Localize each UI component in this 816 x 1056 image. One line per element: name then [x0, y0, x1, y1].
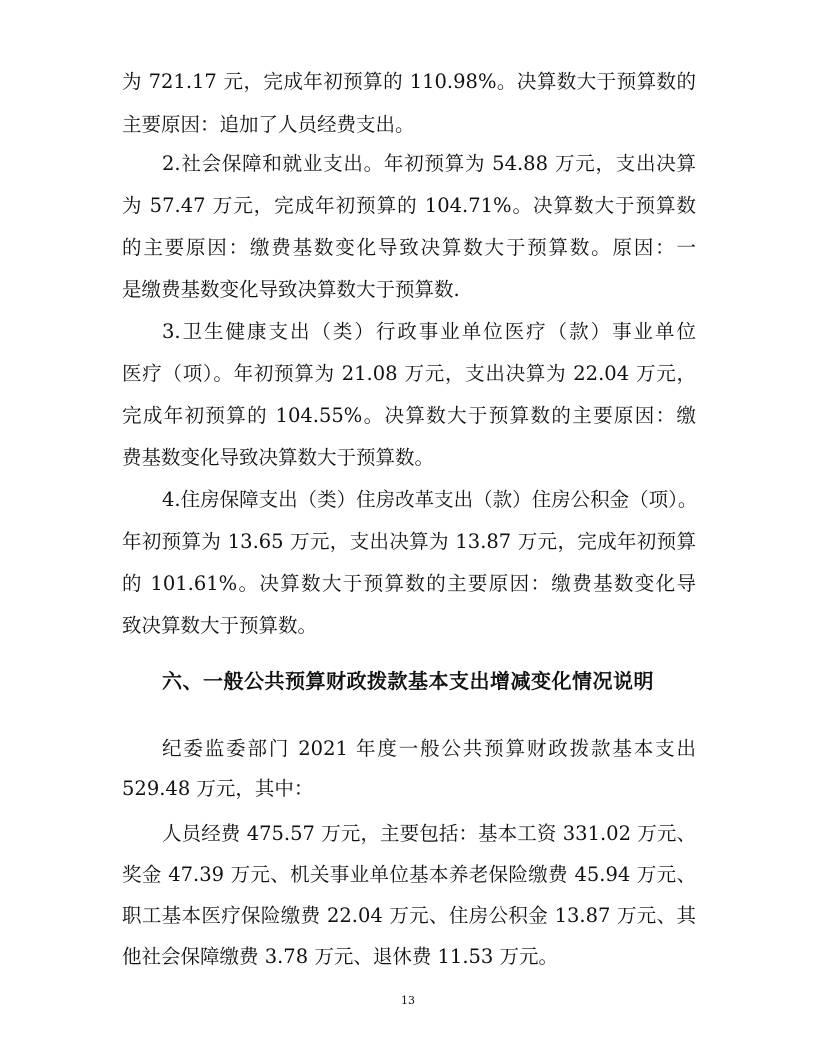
- text-line: 2.社会保障和就业支出。年初预算为 54.88 万元，支出决算: [162, 152, 696, 175]
- text-line: 主要原因：追加了人员经费支出。: [122, 113, 415, 136]
- page-number: 13: [401, 994, 415, 1007]
- text-line: 的 101.61%。决算数大于预算数的主要原因：缴费基数变化导: [122, 572, 696, 595]
- text-line: 职工基本医疗保险缴费 22.04 万元、住房公积金 13.87 万元、其: [122, 904, 696, 927]
- text-line: 奖金 47.39 万元、机关事业单位基本养老保险缴费 45.94 万元、: [122, 863, 696, 886]
- text-line: 纪委监委部门 2021 年度一般公共预算财政拨款基本支出: [162, 737, 696, 760]
- text-line: 他社会保障缴费 3.78 万元、退休费 11.53 万元。: [122, 945, 559, 968]
- text-line: 费基数变化导致决算数大于预算数。: [122, 446, 435, 469]
- text-line: 完成年初预算的 104.55%。决算数大于预算数的主要原因：缴: [122, 404, 696, 427]
- text-line: 年初预算为 13.65 万元，支出决算为 13.87 万元，完成年初预算: [122, 530, 696, 553]
- text-line: 的主要原因：缴费基数变化导致决算数大于预算数。原因：一: [122, 236, 696, 259]
- text-line: 为 721.17 元，完成年初预算的 110.98%。决算数大于预算数的: [122, 70, 696, 93]
- text-line: 致决算数大于预算数。: [122, 614, 318, 637]
- text-line: 3.卫生健康支出（类）行政事业单位医疗（款）事业单位: [162, 320, 696, 343]
- text-line: 医疗（项）。年初预算为 21.08 万元，支出决算为 22.04 万元，: [122, 362, 696, 385]
- section-heading: 六、一般公共预算财政拨款基本支出增减变化情况说明: [162, 669, 654, 693]
- text-line: 4.住房保障支出（类）住房改革支出（款）住房公积金（项）。: [162, 488, 698, 511]
- text-line: 人员经费 475.57 万元，主要包括：基本工资 331.02 万元、: [162, 822, 696, 845]
- text-line: 529.48 万元，其中：: [122, 777, 314, 800]
- text-line: 为 57.47 万元，完成年初预算的 104.71%。决算数大于预算数: [122, 194, 696, 217]
- text-line: 是缴费基数变化导致决算数大于预算数.: [122, 278, 460, 301]
